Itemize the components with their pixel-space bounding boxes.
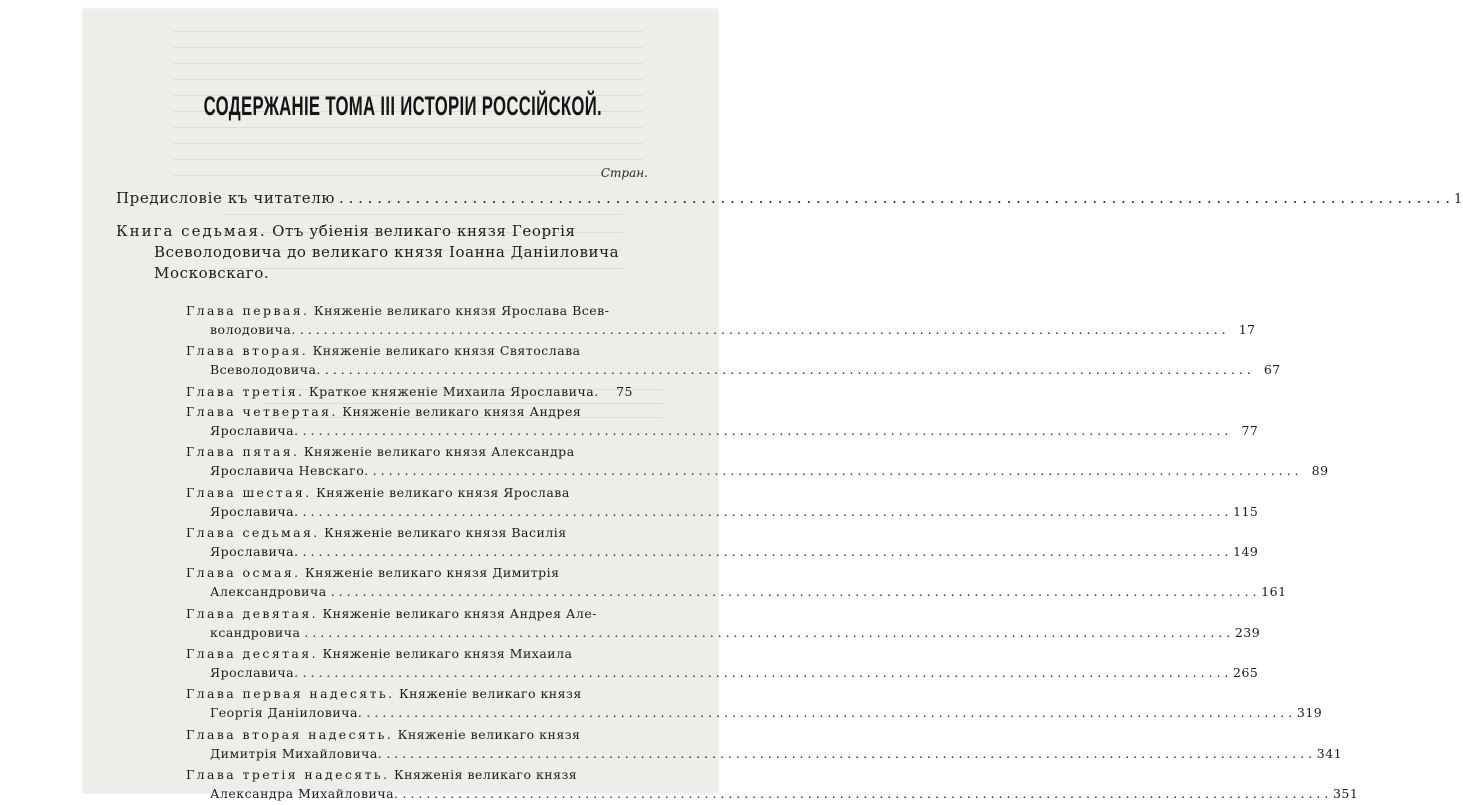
dot-leader (403, 784, 1329, 803)
chapter-line-1 (186, 644, 633, 663)
toc-entry-chapter[interactable] (186, 483, 633, 523)
chapter-number: Глава девятая. (186, 606, 318, 621)
toc-entry-chapter[interactable] (186, 301, 633, 341)
chapter-title-line-1: Княженіе великаго князя Димитрія (305, 565, 560, 580)
page-column-label: Стран. (601, 166, 648, 180)
chapter-title-line-1: Княженіе великаго князя Андрея (342, 404, 581, 419)
preface-title: Предисловіе къ читателю (116, 189, 335, 207)
chapter-title-line-2: Георгія Даніиловича. (210, 703, 362, 722)
chapter-title-line-1: Княженіе великаго князя (399, 686, 582, 701)
chapter-title-line-2: Ярославича Невскаго. (210, 461, 369, 480)
toc-entry-chapter[interactable] (186, 382, 633, 403)
chapter-line-2 (186, 421, 633, 440)
chapter-title-line-1: Княженіе великаго князя Александра (304, 444, 575, 459)
chapter-number: Глава вторая. (186, 343, 308, 358)
chapter-title-line-1: Княженіе великаго князя Ярослава Всев- (314, 303, 610, 318)
toc-entry-chapter[interactable] (186, 604, 633, 644)
dot-leader (386, 744, 1312, 763)
dot-leader (339, 189, 1450, 207)
chapter-line-1 (186, 604, 633, 623)
chapter-title-line-2: Ярославича. (210, 421, 299, 440)
chapter-title-line-1: Княженія великаго князя (394, 767, 577, 782)
book-title-line-2: Всеволодовича до великаго князя Іоанна Даніиловича (116, 242, 640, 263)
chapter-line-2 (186, 542, 633, 561)
dot-leader (366, 703, 1292, 722)
page-title: СОДЕРЖАНІЕ ТОМА III ИСТОРІИ РОССІЙСКОЙ. (204, 91, 598, 122)
chapter-title-line-1: Княженіе великаго князя Святослава (313, 343, 581, 358)
toc-entry-chapter[interactable] (186, 442, 633, 482)
chapter-line-1 (186, 402, 633, 421)
toc-entry-chapter[interactable] (186, 341, 633, 381)
chapter-title-line-1: Краткое княженіе Михаила Ярославича. (309, 382, 599, 401)
chapter-line-2 (186, 663, 633, 682)
chapter-line-1 (186, 523, 633, 542)
toc-entry-chapter[interactable] (186, 684, 633, 724)
chapter-line-2 (186, 461, 633, 480)
chapter-title-line-2: Ярославича. (210, 542, 299, 561)
preface-page: 1 (1454, 192, 1463, 207)
chapter-line-1 (186, 301, 633, 320)
dot-leader (303, 663, 1229, 682)
chapter-title-line-1: Княженіе великаго князя Андрея Але- (322, 606, 597, 621)
toc-entry-chapter[interactable] (186, 644, 633, 684)
chapter-title-line-1: Княженіе великаго князя (398, 727, 581, 742)
chapter-number: Глава седьмая. (186, 525, 320, 540)
toc-entry-chapter[interactable] (186, 765, 633, 805)
chapter-line-1 (186, 382, 633, 401)
chapter-title-line-1: Княженіе великаго князя Василія (324, 525, 567, 540)
chapter-line-1 (186, 341, 633, 360)
chapter-title-line-2: Ярославича. (210, 502, 299, 521)
chapter-page: 115 (1232, 502, 1258, 521)
chapter-page: 341 (1316, 744, 1342, 763)
chapter-line-2 (186, 502, 633, 521)
toc-entry-chapter[interactable] (186, 563, 633, 603)
book-title-line-1: Отъ убіенія великаго князя Георгія (272, 222, 576, 240)
book-label: Книга седьмая. (116, 222, 267, 240)
dot-leader (325, 360, 1251, 379)
chapter-title-line-2: Ярославича. (210, 663, 299, 682)
toc-entry-preface[interactable] (116, 189, 633, 211)
chapter-line-2 (186, 360, 633, 379)
dot-leader (303, 421, 1229, 440)
chapter-page: 67 (1255, 360, 1281, 379)
chapter-page: 89 (1303, 461, 1329, 480)
dot-leader (331, 582, 1257, 601)
toc-entry-chapter[interactable] (186, 523, 633, 563)
dot-leader (300, 320, 1226, 339)
chapter-number: Глава первая надесять. (186, 686, 394, 701)
dot-leader (303, 502, 1229, 521)
chapter-line-1 (186, 765, 633, 784)
chapter-title-line-2: Димитрія Михайловича. (210, 744, 382, 763)
chapter-title-line-2: володовича. (210, 320, 296, 339)
chapter-title-line-1: Княженіе великаго князя Ярослава (316, 485, 570, 500)
chapter-line-1 (186, 563, 633, 582)
chapter-line-2 (186, 320, 633, 339)
chapter-line-1 (186, 684, 633, 703)
chapter-title-line-2: Александра Михайловича. (210, 784, 399, 803)
chapter-line-2 (186, 623, 633, 642)
chapter-line-1 (186, 725, 633, 744)
chapter-number: Глава первая. (186, 303, 309, 318)
chapter-line-2 (186, 582, 633, 601)
book-heading (116, 221, 640, 284)
chapter-number: Глава вторая надесять. (186, 727, 393, 742)
toc-entry-chapter[interactable] (186, 725, 633, 765)
chapter-number: Глава осмая. (186, 565, 301, 580)
chapter-line-1 (186, 442, 633, 461)
chapter-line-2 (186, 703, 633, 722)
chapter-number: Глава третія надесять. (186, 767, 389, 782)
book-title-line-3: Московскаго. (116, 263, 640, 284)
chapter-line-2 (186, 744, 633, 763)
chapter-line-1 (186, 483, 633, 502)
chapter-number: Глава десятая. (186, 646, 318, 661)
chapter-page: 77 (1232, 421, 1258, 440)
chapter-page: 351 (1332, 784, 1358, 803)
chapter-number: Глава третія. (186, 382, 304, 401)
chapter-title-line-2: ксандровича (210, 623, 300, 642)
chapter-page: 149 (1232, 542, 1258, 561)
chapter-title-line-1: Княженіе великаго князя Михаила (322, 646, 572, 661)
dot-leader (303, 542, 1229, 561)
toc-entry-chapter[interactable] (186, 402, 633, 442)
chapter-page: 319 (1296, 703, 1322, 722)
chapter-line-2 (186, 784, 633, 803)
chapter-page: 17 (1230, 320, 1256, 339)
chapter-page: 75 (607, 382, 633, 401)
chapter-number: Глава шестая. (186, 485, 312, 500)
dot-leader (304, 623, 1230, 642)
book-page (83, 9, 718, 793)
chapter-page: 265 (1232, 663, 1258, 682)
dot-leader (373, 461, 1299, 480)
chapter-title-line-2: Всеволодовича. (210, 360, 321, 379)
chapter-page: 239 (1234, 623, 1260, 642)
chapter-number: Глава пятая. (186, 444, 299, 459)
chapter-title-line-2: Александровича (210, 582, 327, 601)
chapter-page: 161 (1261, 582, 1287, 601)
chapter-list (186, 301, 633, 805)
chapter-number: Глава четвертая. (186, 404, 338, 419)
